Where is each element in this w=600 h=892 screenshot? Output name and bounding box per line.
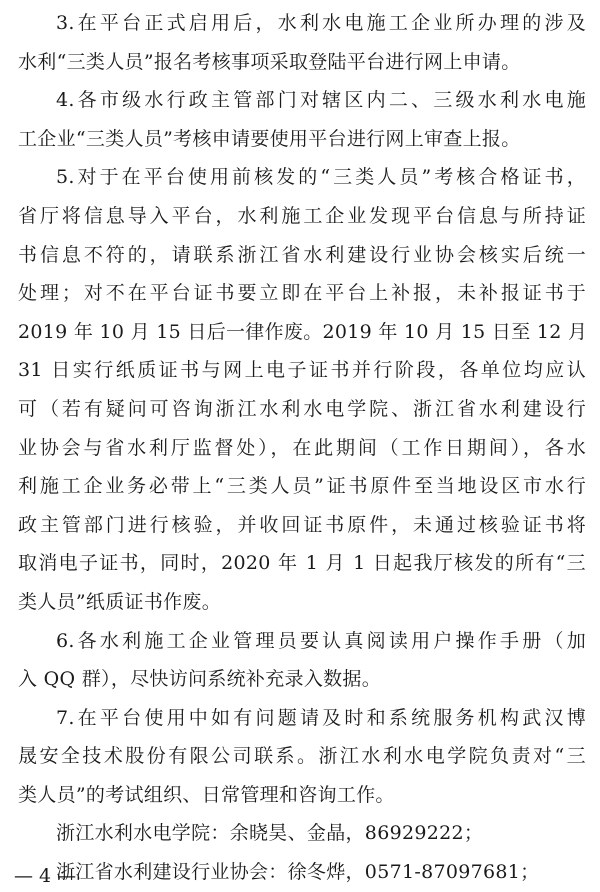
text-line: 浙江省水利建设行业协会：徐冬烨，0571-87097681； xyxy=(56,861,540,884)
text-line: 处理；对不在平台证书要立即在平台上补报，未补报证书于 xyxy=(18,282,586,305)
text-line: 3.在平台正式启用后，水利水电施工企业所办理的涉及 xyxy=(56,12,586,34)
text-line: 入 QQ 群），尽快访问系统补充录入数据。 xyxy=(18,668,382,691)
page-number: — 4 — xyxy=(14,865,77,887)
paragraph-item-7 xyxy=(18,699,586,815)
text-line: 可（若有疑问可咨询浙江水利水电学院、浙江省水利建设行 xyxy=(18,397,586,420)
paragraph-item-4 xyxy=(18,81,586,158)
text-line: 取消电子证书，同时，2020 年 1 月 1 日起我厅核发的所有“三 xyxy=(18,552,586,575)
contact-line-college xyxy=(18,814,586,853)
text-line: 类人员”纸质证书作废。 xyxy=(18,590,222,613)
text-line: 2019 年 10 月 15 日后一律作废。2019 年 10 月 15 日至 12 月 xyxy=(18,320,588,343)
document-page xyxy=(18,4,586,892)
contact-line-association xyxy=(18,853,586,892)
paragraph-item-3 xyxy=(18,4,586,81)
text-line: 业协会与省水利厅监督处），在此期间（工作日期间），各水 xyxy=(18,436,586,459)
text-line: 利施工企业务必带上“三类人员”证书原件至当地设区市水行 xyxy=(18,475,586,498)
text-line: 7.在平台使用中如有问题请及时和系统服务机构武汉博 xyxy=(56,706,586,729)
paragraph-item-5 xyxy=(18,158,586,621)
text-line: 6.各水利施工企业管理员要认真阅读用户操作手册（加 xyxy=(56,629,586,652)
text-line: 政主管部门进行核验，并收回证书原件，未通过核验证书将 xyxy=(18,513,586,536)
text-line: 类人员”的考试组织、日常管理和咨询工作。 xyxy=(18,783,395,806)
text-line: 晟安全技术股份有限公司联系。浙江水利水电学院负责对“三 xyxy=(18,745,586,768)
text-line: 书信息不符的，请联系浙江省水利建设行业协会核实后统一 xyxy=(18,243,586,266)
paragraph-item-6 xyxy=(18,622,586,699)
text-line: 5.对于在平台使用前核发的“三类人员”考核合格证书， xyxy=(56,166,586,189)
text-line: 31 日实行纸质证书与网上电子证书并行阶段，各单位均应认 xyxy=(18,359,586,382)
text-line: 省厅将信息导入平台，水利施工企业发现平台信息与所持证 xyxy=(18,204,586,227)
text-line: 工企业“三类人员”考核申请要使用平台进行网上审查上报。 xyxy=(18,127,521,150)
text-line: 浙江水利水电学院：余晓昊、金晶，86929222； xyxy=(56,822,484,845)
text-line: 4.各市级水行政主管部门对辖区内二、三级水利水电施 xyxy=(56,89,586,112)
text-line: 水利“三类人员”报名考核事项采取登陆平台进行网上申请。 xyxy=(18,50,521,73)
